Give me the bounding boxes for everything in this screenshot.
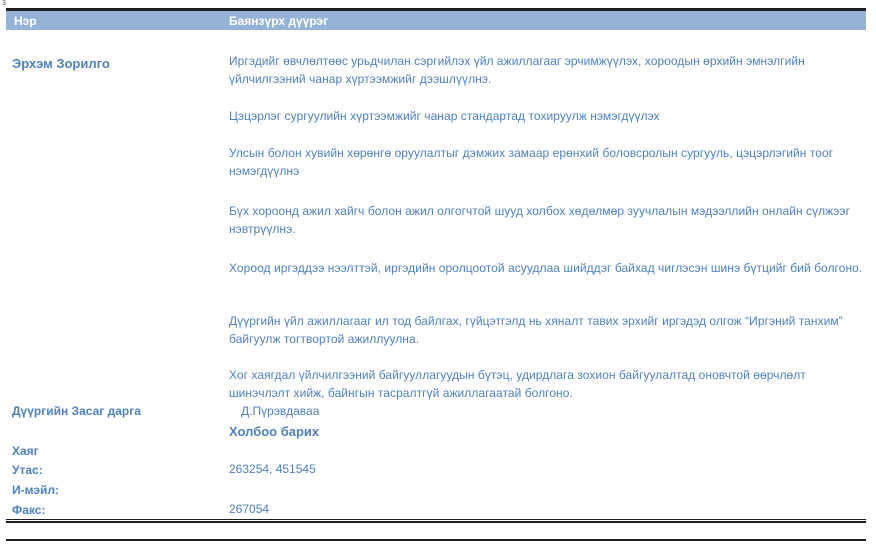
fax-label: Факс: — [12, 503, 46, 517]
header-district-name: Баянзүрх дүүрэг — [229, 14, 329, 28]
header-name-label: Нэр — [14, 14, 37, 28]
governor-label: Дүүргийн Засаг дарга — [12, 404, 141, 418]
email-label: И-мэйл: — [12, 483, 59, 497]
bottom-rule — [6, 519, 866, 520]
mission-title: Эрхэм Зорилго — [12, 56, 110, 71]
mission-item: Хороод иргэддээ нээлттэй, иргэдийн оролцоотой асуудлаа шийддэг байхад чиглэсэн шинэ бүтцийг бий болгоно. — [229, 261, 863, 275]
address-label: Хаяг — [12, 444, 39, 458]
contact-title: Холбоо барих — [229, 424, 320, 439]
mission-item: Улсын болон хувийн хөрөнгө оруулалтыг дэмжих замаар ерөнхий боловсролын сургууль, цэцэрлэгийн тоог нэмэгдүүлнэ — [229, 146, 834, 178]
table-header — [6, 11, 866, 30]
fax-value: 267054 — [229, 502, 270, 516]
bottom-rule — [6, 521, 866, 523]
governor-name: Д.Пүрэвдаваа — [241, 404, 320, 418]
bottom-rule — [6, 539, 866, 541]
mission-item: Дүүргийн үйл ажиллагааг ил тод байлгах, гүйцэтгэлд нь хяналт тавих эрхийг иргэдэд олгож “Иргэний танхим” байгуулж тогтвортой ажиллуулна. — [229, 314, 843, 346]
page-number: 3 — [2, 0, 6, 7]
mission-item: Бүх хороонд ажил хайгч болон ажил олгогчтой шууд холбох хөдөлмөр зуучлалын мэдээллийн онлайн сүлжээг нэвтрүүлнэ. — [229, 204, 851, 236]
phone-value: 263254, 451545 — [229, 462, 316, 476]
phone-label: Утас: — [12, 463, 43, 477]
mission-item: Иргэдийг өвчлөлтөөс урьдчилан сэргийлэх үйл ажиллагааг эрчимжүүлэх, хороодын өрхийн эмнэлгийн үйлчилгээний чанар хүртээмжийг дээшлүүлнэ. — [229, 54, 805, 86]
mission-item: Цэцэрлэг сургуулийн хүртээмжийг чанар стандартад тохируулж нэмэгдүүлэх — [229, 109, 660, 123]
mission-item: Хог хаягдал үйлчилгээний байгууллагуудын бүтэц, удирдлага зохион байгуулалтад оновчтой өөрчлөлт шинэчлэлт хийж, байнгын тасралтгүй ажиллагаатай болгоно. — [229, 368, 806, 400]
